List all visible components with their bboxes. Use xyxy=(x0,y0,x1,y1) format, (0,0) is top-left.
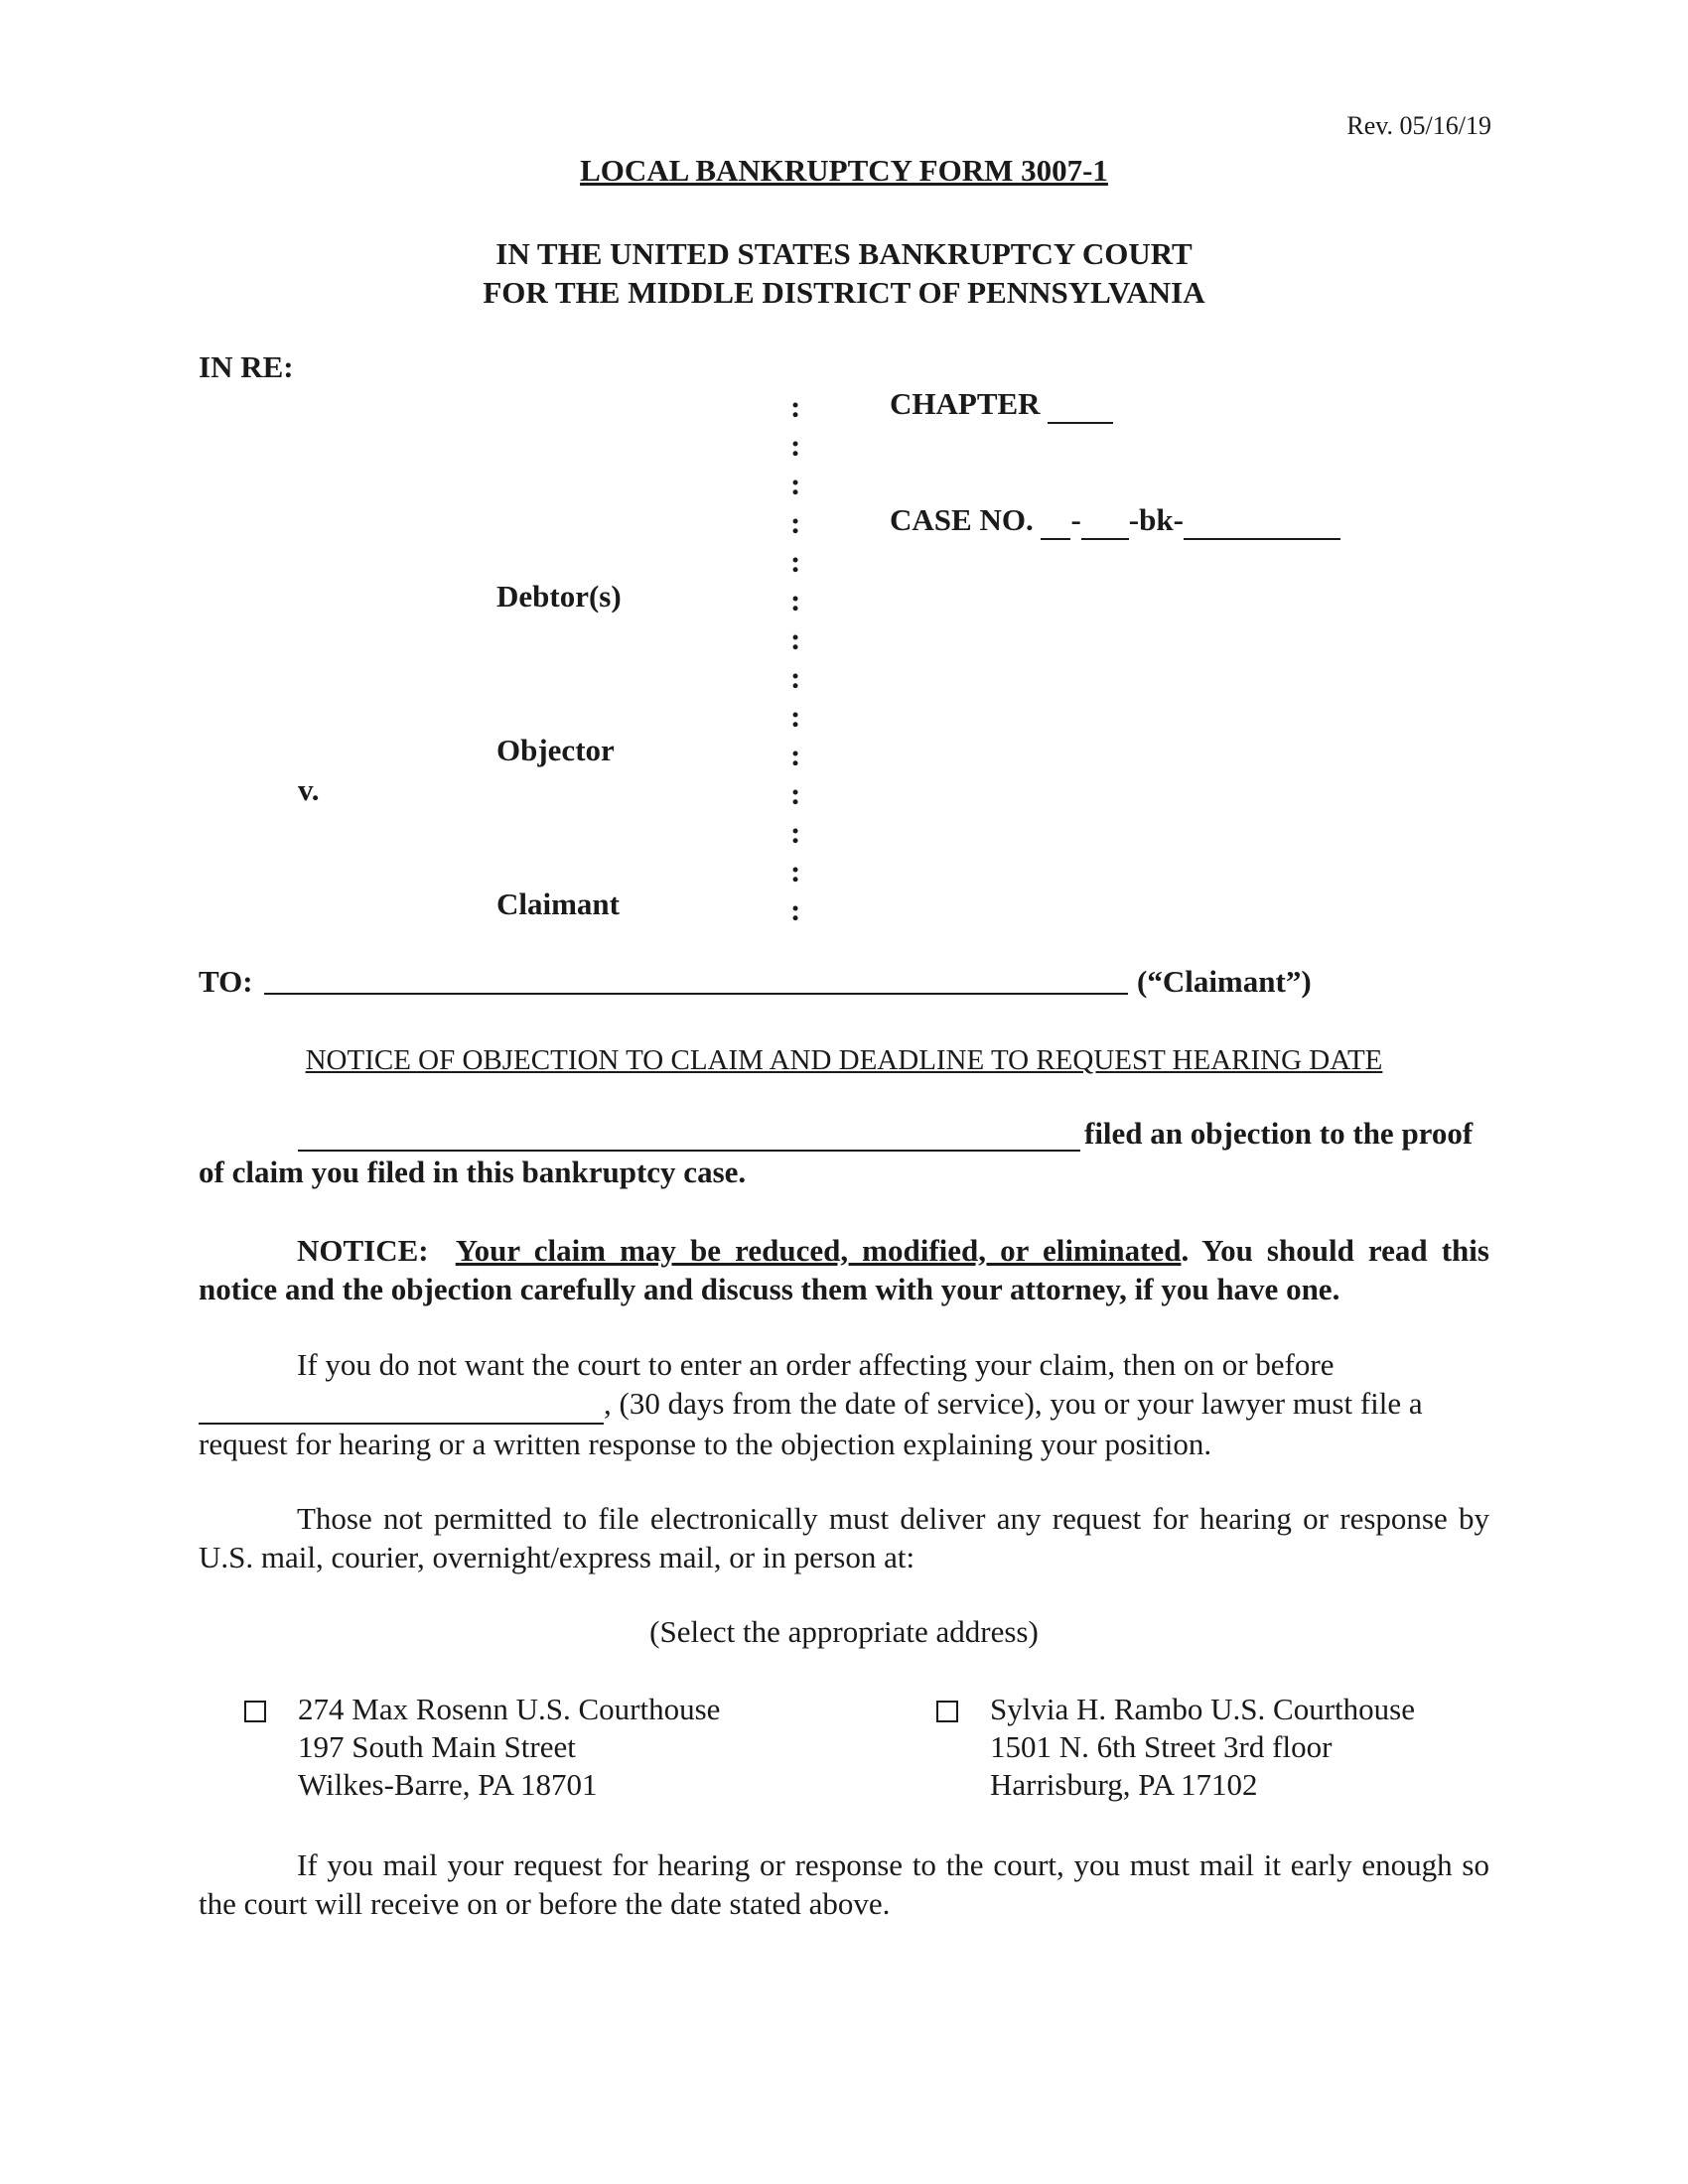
mail-paragraph: If you mail your request for hearing or response to the court, you must mail it early enough so the court will receive on or before the date stated above. xyxy=(199,1847,1489,1921)
deadline-line-1: If you do not want the court to enter an order affecting your claim, then on or before xyxy=(297,1347,1335,1382)
address-line: 1501 N. 6th Street 3rd floor xyxy=(990,1729,1333,1764)
chapter-label: CHAPTER xyxy=(890,386,1041,421)
caption-colon: : xyxy=(790,544,801,579)
address-line: 197 South Main Street xyxy=(298,1729,576,1764)
caption-colon: : xyxy=(790,699,801,734)
caption-colon: : xyxy=(790,738,801,772)
caption-colon: : xyxy=(790,428,801,463)
case-no-year-blank[interactable] xyxy=(1041,502,1070,540)
notice-paragraph xyxy=(199,1231,1489,1308)
caption-colon: : xyxy=(790,583,801,617)
claimant-label: Claimant xyxy=(496,887,620,921)
objector-label: Objector xyxy=(496,733,615,767)
case-no-number-blank[interactable] xyxy=(1184,502,1340,540)
case-number-field xyxy=(890,502,1340,540)
select-address-instruction: (Select the appropriate address) xyxy=(649,1614,1039,1649)
notice-rest: . You should read this notice and the objection carefully and discuss them with your attorney, if you have one. xyxy=(199,1233,1489,1306)
court-line-2: FOR THE MIDDLE DISTRICT OF PENNSYLVANIA xyxy=(483,275,1205,310)
para1-text: filed an objection to the proof xyxy=(1084,1116,1474,1151)
address-line: Wilkes-Barre, PA 18701 xyxy=(298,1767,598,1802)
caption-colon: : xyxy=(790,854,801,888)
claimant-suffix: (“Claimant”) xyxy=(1137,964,1312,999)
claimant-name-blank[interactable] xyxy=(264,993,1128,995)
case-no-bk: -bk- xyxy=(1128,502,1184,537)
notice-label: NOTICE: xyxy=(297,1233,429,1268)
revision-date: Rev. 05/16/19 xyxy=(1346,111,1491,140)
caption-colon: : xyxy=(790,621,801,656)
versus-label: v. xyxy=(298,772,320,807)
caption-colon: : xyxy=(790,815,801,850)
caption-colon: : xyxy=(790,776,801,811)
notice-title: NOTICE OF OBJECTION TO CLAIM AND DEADLINE TO REQUEST HEARING DATE xyxy=(305,1044,1383,1076)
caption-colon: : xyxy=(790,660,801,695)
debtor-label: Debtor(s) xyxy=(496,579,622,614)
caption-colon: : xyxy=(790,389,801,424)
deadline-line-3: request for hearing or a written response to the objection explaining your position. xyxy=(199,1427,1212,1461)
para1-line2: of claim you filed in this bankruptcy case. xyxy=(199,1155,747,1189)
delivery-paragraph: Those not permitted to file electronically must deliver any request for hearing or response by U.S. mail, courier, overnight/express mail, or in person at: xyxy=(199,1501,1489,1574)
notice-warning: Your claim may be reduced, modified, or eliminated xyxy=(455,1233,1182,1268)
address-line: Sylvia H. Rambo U.S. Courthouse xyxy=(990,1692,1415,1726)
deadline-line-2: , (30 days from the date of service), you or your lawyer must file a xyxy=(199,1384,1489,1425)
caption-colon: : xyxy=(790,467,801,501)
case-no-judge-blank[interactable] xyxy=(1081,502,1129,540)
case-no-label: CASE NO. xyxy=(890,502,1034,537)
address-line: 274 Max Rosenn U.S. Courthouse xyxy=(298,1692,721,1726)
deadline-date-blank[interactable] xyxy=(199,1384,604,1425)
caption-colon: : xyxy=(790,505,801,540)
address-option-wilkes-barre xyxy=(244,1691,720,1804)
address-line: Harrisburg, PA 17102 xyxy=(990,1767,1258,1802)
court-line-1: IN THE UNITED STATES BANKRUPTCY COURT xyxy=(495,236,1193,271)
caption-colon: : xyxy=(790,892,801,927)
objector-name-blank[interactable] xyxy=(298,1150,1080,1152)
harrisburg-checkbox[interactable] xyxy=(936,1701,958,1722)
chapter-field xyxy=(890,386,1113,424)
address-option-harrisburg xyxy=(936,1691,1415,1804)
deadline-paragraph xyxy=(199,1345,1489,1463)
to-label: TO: xyxy=(199,964,253,999)
case-no-separator: - xyxy=(1070,502,1081,537)
chapter-blank[interactable] xyxy=(1048,386,1113,424)
court-heading xyxy=(0,234,1688,312)
form-title: LOCAL BANKRUPTCY FORM 3007-1 xyxy=(580,153,1108,188)
wilkes-barre-checkbox[interactable] xyxy=(244,1701,266,1722)
in-re-label: IN RE: xyxy=(199,349,294,384)
